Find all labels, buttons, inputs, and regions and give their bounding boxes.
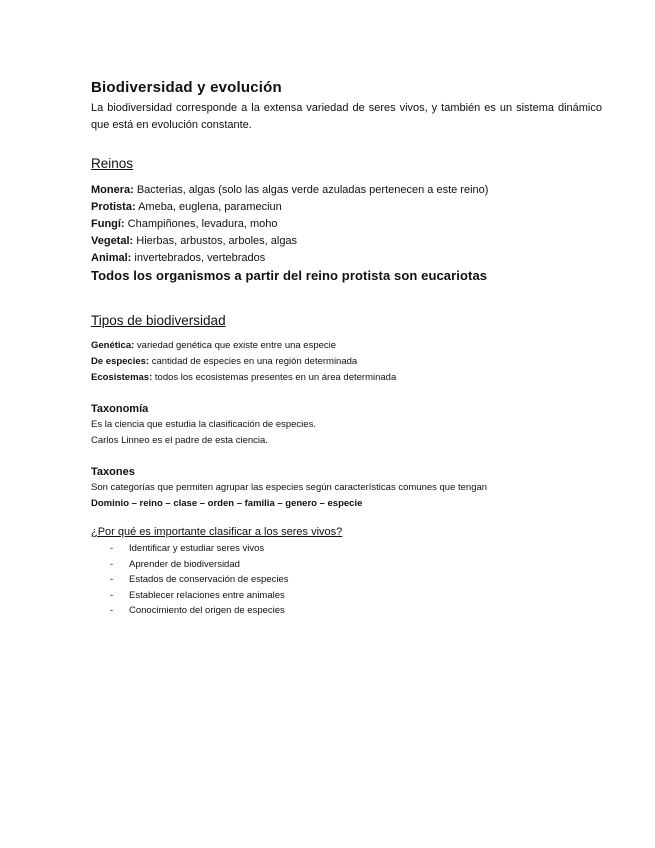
tipo-text: variedad genética que existe entre una especie [134,340,337,351]
tipo-label: Ecosistemas: [91,372,153,383]
tipo-label: De especies: [91,356,150,367]
reino-vegetal [91,233,602,250]
list-item [91,588,602,604]
reino-text: Hierbas, arbustos, arboles, algas [133,235,298,247]
bullet-dash: - [110,574,114,585]
tipo-text: todos los ecosistemas presentes en un área determinada [152,372,397,383]
reino-text: Champiñones, levadura, moho [124,218,278,230]
tipo-text: cantidad de especies en una región determinada [149,356,358,367]
list-item-text: Conocimiento del origen de especies [129,605,285,616]
list-item-text: Estados de conservación de especies [129,574,289,585]
taxones-heading: Taxones [91,466,135,478]
taxones-hierarchy: Dominio – reino – clase – orden – familia – genero – especie [91,498,363,509]
tipos-heading: Tipos de biodiversidad [91,313,226,328]
tipo-especies [91,354,602,370]
taxonomia-line: Carlos Linneo es el padre de esta ciencia. [91,435,268,446]
reino-text: Ameba, euglena, parameciun [135,201,282,213]
document-body [91,78,602,619]
reino-text: invertebrados, vertebrados [131,252,266,264]
list-item [91,557,602,573]
bullet-dash: - [110,605,114,616]
taxones-description: Son categorías que permiten agrupar las especies según características comunes que tengan [91,482,488,493]
bullet-dash: - [110,589,114,601]
tipos-list [91,338,602,386]
list-item [91,541,602,557]
reino-monera [91,182,602,199]
reino-text: Bacterias, algas (solo las algas verde azuladas pertenecen a este reino) [133,184,489,196]
eucariotas-note: Todos los organismos a partir del reino protista son eucariotas [91,268,488,283]
reino-label: Animal: [91,252,132,264]
reino-label: Fungí: [91,218,125,230]
list-item-text: Aprender de biodiversidad [129,558,240,570]
taxonomia-line: Es la ciencia que estudia la clasificación de especies. [91,419,316,430]
reino-label: Vegetal: [91,235,134,247]
reino-label: Protista: [91,201,136,213]
tipo-ecosistemas [91,370,602,386]
tipo-label: Genética: [91,340,135,351]
list-item [91,572,602,588]
list-item-text: Establecer relaciones entre animales [129,589,285,601]
bullet-dash: - [110,543,114,554]
intro-paragraph: La biodiversidad corresponde a la extensa variedad de seres vivos, y también es un sistema dinámico que está en evolución constante. [91,102,602,131]
document-title: Biodiversidad y evolución [91,79,282,96]
list-item [91,603,602,619]
reino-fungi [91,216,602,233]
reino-protista [91,199,602,216]
bullet-dash: - [110,558,114,570]
tipo-genetica [91,338,602,354]
reinos-list [91,182,602,285]
clasificar-list [91,541,602,619]
reinos-heading: Reinos [91,156,134,171]
reino-animal [91,250,602,267]
clasificar-heading: ¿Por qué es importante clasificar a los seres vivos? [91,526,343,538]
reino-label: Monera: [91,184,134,196]
list-item-text: Identificar y estudiar seres vivos [129,543,265,554]
taxonomia-heading: Taxonomía [91,403,149,415]
